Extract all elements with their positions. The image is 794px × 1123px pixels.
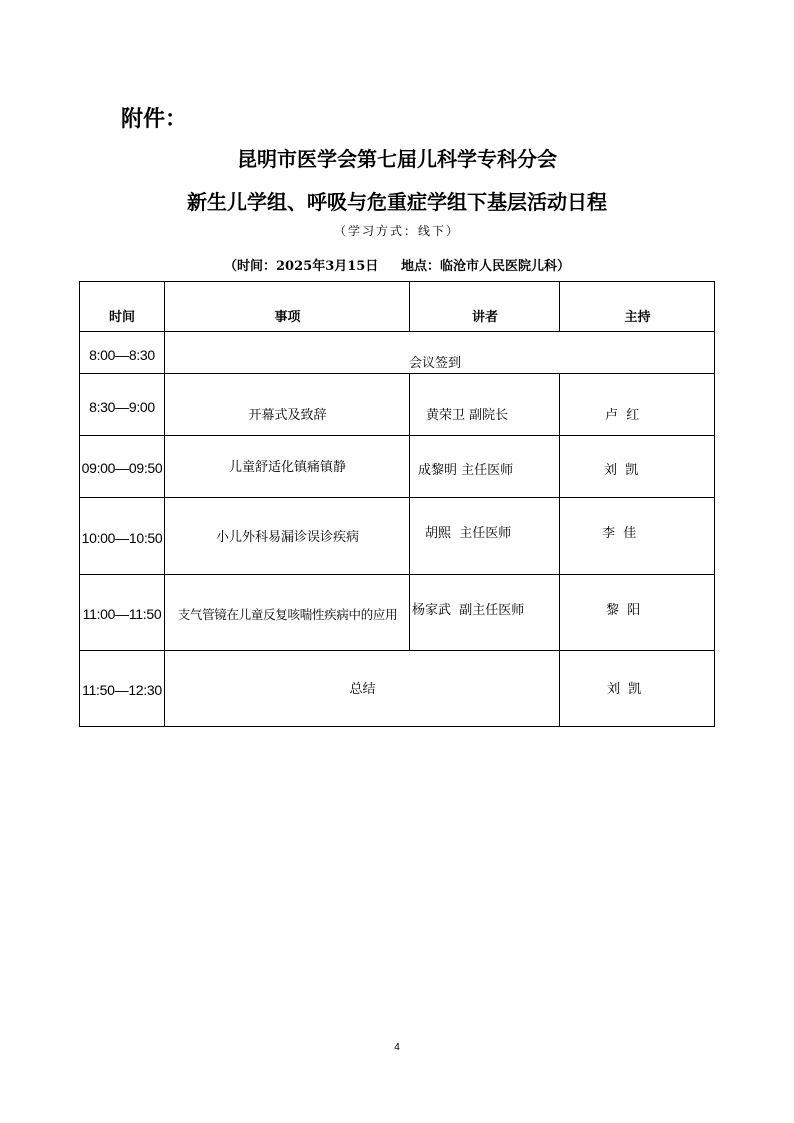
row-speaker: 杨家武 副主任医师 <box>412 603 525 618</box>
page-number: 4 <box>394 1042 400 1053</box>
header-time: 时间 <box>108 310 135 325</box>
header-speaker: 讲者 <box>471 310 498 325</box>
row-topic: 总结 <box>349 682 376 697</box>
row-divider <box>79 497 715 498</box>
row-topic: 会议签到 <box>409 356 462 371</box>
header-topic: 事项 <box>274 310 301 325</box>
document-title: 昆明市医学会第七届儿科学专科分会 <box>237 147 557 171</box>
row-time: 8:30—9:00 <box>89 399 155 415</box>
row-divider <box>79 331 715 332</box>
row-host: 黎 阳 <box>606 603 641 618</box>
row-host: 刘 凯 <box>607 682 642 697</box>
attachment-label: 附件： <box>121 107 188 132</box>
schedule-table <box>79 281 715 727</box>
row-speaker: 成黎明 主任医师 <box>418 463 514 478</box>
row-divider <box>79 574 715 575</box>
document-subtitle: 新生儿学组、呼吸与危重症学组下基层活动日程 <box>187 190 607 214</box>
row-speaker: 黄荣卫 副院长 <box>426 408 509 423</box>
row-divider <box>79 435 715 436</box>
row-topic: 小儿外科易漏诊误诊疾病 <box>215 530 359 545</box>
header-host: 主持 <box>624 310 651 325</box>
row-host: 卢 红 <box>605 408 640 423</box>
time-place-info: （时间：2025年3月15日 地点：临沧市人民医院儿科） <box>224 259 570 274</box>
row-topic: 儿童舒适化镇痛镇静 <box>228 460 346 475</box>
table-border-bottom <box>79 726 715 727</box>
row-divider <box>79 373 715 374</box>
table-border-right <box>714 281 715 727</box>
row-time: 11:50—12:30 <box>82 682 162 698</box>
row-host: 刘 凯 <box>604 463 639 478</box>
row-topic: 开幕式及致辞 <box>248 408 327 423</box>
row-time: 10:00—10:50 <box>81 530 163 546</box>
study-mode: （学习方式：线下） <box>333 224 460 238</box>
table-border-top <box>79 281 715 282</box>
row-time: 11:00—11:50 <box>82 606 162 622</box>
row-divider <box>79 650 715 651</box>
row-host: 李 佳 <box>602 526 637 541</box>
row-time: 09:00—09:50 <box>81 460 163 476</box>
row-speaker: 胡熙 主任医师 <box>425 526 512 541</box>
row-time: 8:00—8:30 <box>89 347 155 363</box>
row-topic: 支气管镜在儿童反复咳喘性疾病中的应用 <box>177 607 398 622</box>
col-divider-speaker <box>559 373 560 727</box>
